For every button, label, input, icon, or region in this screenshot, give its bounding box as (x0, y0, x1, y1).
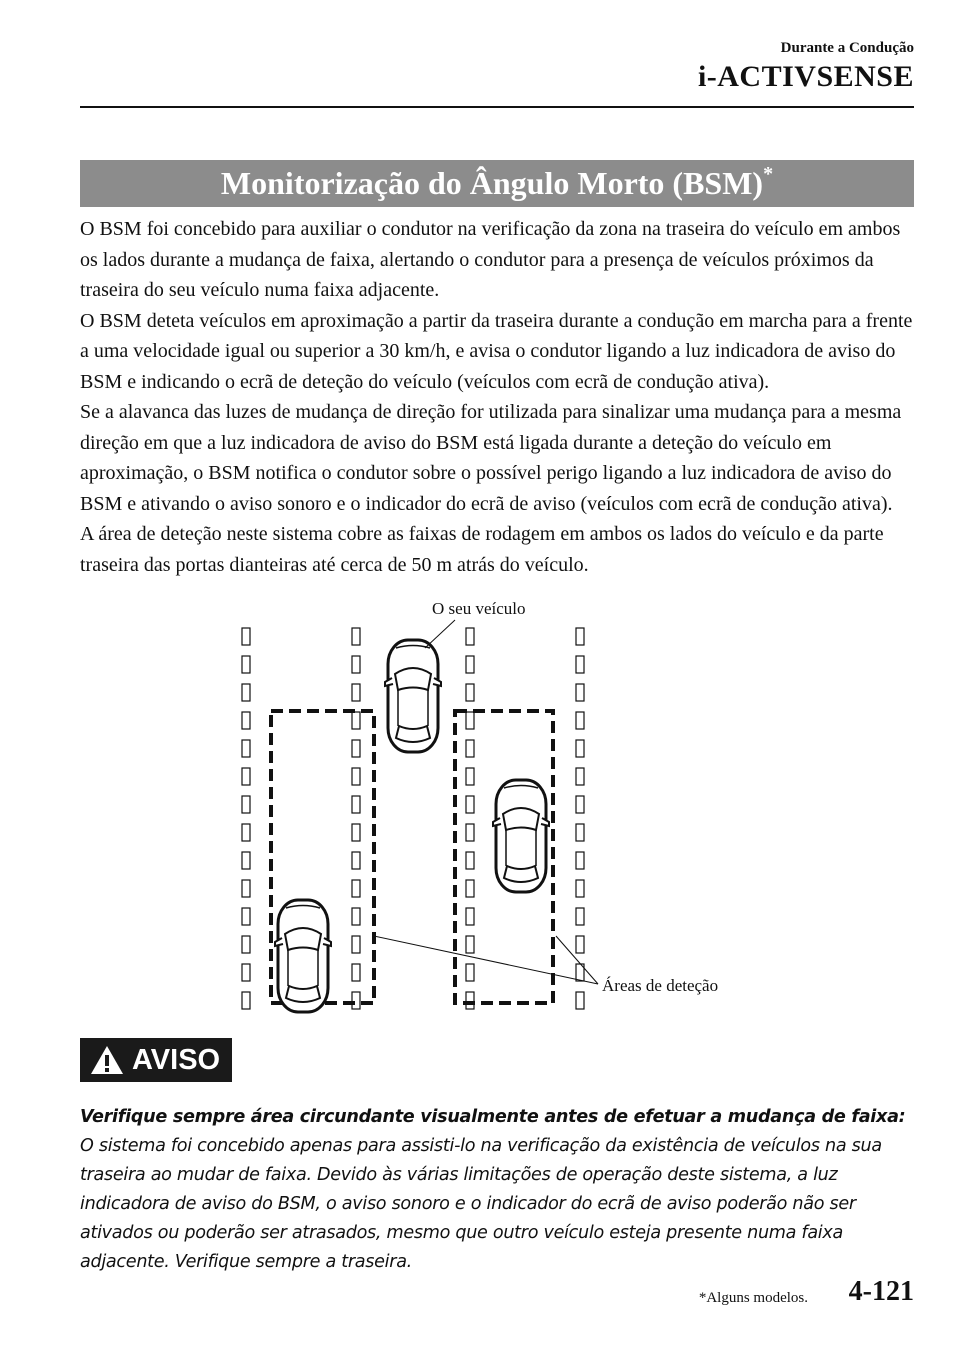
paragraph-4: A área de deteção neste sistema cobre as faixas de rodagem em ambos os lados do veículo e da parte traseira das portas dianteiras até cerca de 50 m atrás do veículo. (80, 523, 884, 576)
lane-marking-1 (242, 628, 250, 1009)
warning-heading: Verifique sempre área circundante visualmente antes de efetuar a mudança de faixa: (80, 1107, 906, 1127)
adjacent-vehicle-right (493, 780, 549, 892)
paragraph-1: O BSM foi concebido para auxiliar o condutor na verificação da zona na traseira do veículo em ambos os lados durante a mudança de faixa, alertando o condutor para a presença de veículos próximos da traseira do seu veículo numa faixa adjacente. (80, 218, 901, 301)
warning-body: O sistema foi concebido apenas para assisti-lo na verificação da existência de veículos na sua traseira ao mudar de faixa. Devido às várias limitações de operação deste sistema, a luz indicadora de aviso do BSM, o aviso sonoro e o indicador do ecrã de aviso poderão não ser ativados ou poderão ser atrasados, mesmo que outro veículo esteja presente numa faixa adjacente. Verifique sempre a traseira. (80, 1136, 882, 1272)
own-vehicle-label: O seu veículo (432, 599, 526, 618)
lane-marking-4 (576, 628, 584, 1009)
section-title-mark: * (763, 163, 774, 186)
warning-badge (80, 1038, 232, 1082)
own-vehicle (385, 640, 441, 752)
footnote: *Alguns modelos. (698, 1290, 808, 1306)
warning-badge-label: AVISO (132, 1043, 221, 1076)
page-number: 4-121 (848, 1276, 914, 1307)
own-vehicle-leader-line (425, 620, 455, 648)
detection-leader-line-left (374, 936, 598, 984)
warning-text (80, 1103, 925, 1277)
lane-marking-2 (352, 628, 360, 1009)
section-title: Monitorização do Ângulo Morto (BSM)* (220, 163, 774, 201)
paragraph-2: O BSM deteta veículos em aproximação a partir da traseira durante a condução em marcha para a frente a uma velocidade igual ou superior a 30 km/h, e avisa o condutor ligando a luz indicadora de aviso do BSM e indicando o ecrã de deteção do veículo (veículos com ecrã de condução ativa). (80, 309, 913, 393)
chapter-title: i-ACTIVSENSE (697, 60, 914, 93)
chapter-kicker: Durante a Condução (780, 40, 914, 56)
adjacent-vehicle-left (275, 900, 331, 1012)
lane-marking-3 (466, 628, 474, 1009)
warning-triangle-icon (90, 1045, 124, 1075)
paragraph-3: Se a alavanca das luzes de mudança de direção for utilizada para sinalizar uma mudança para a mesma direção em que a luz indicadora de aviso do BSM está ligada durante a deteção do veículo em aproximação, o BSM notifica o condutor sobre o possível perigo ligando a luz indicadora de aviso do BSM e ativando o aviso sonoro e o indicador do ecrã de aviso (veículos com ecrã de condução ativa). (80, 401, 902, 515)
detection-areas-label: Áreas de deteção (602, 976, 719, 995)
